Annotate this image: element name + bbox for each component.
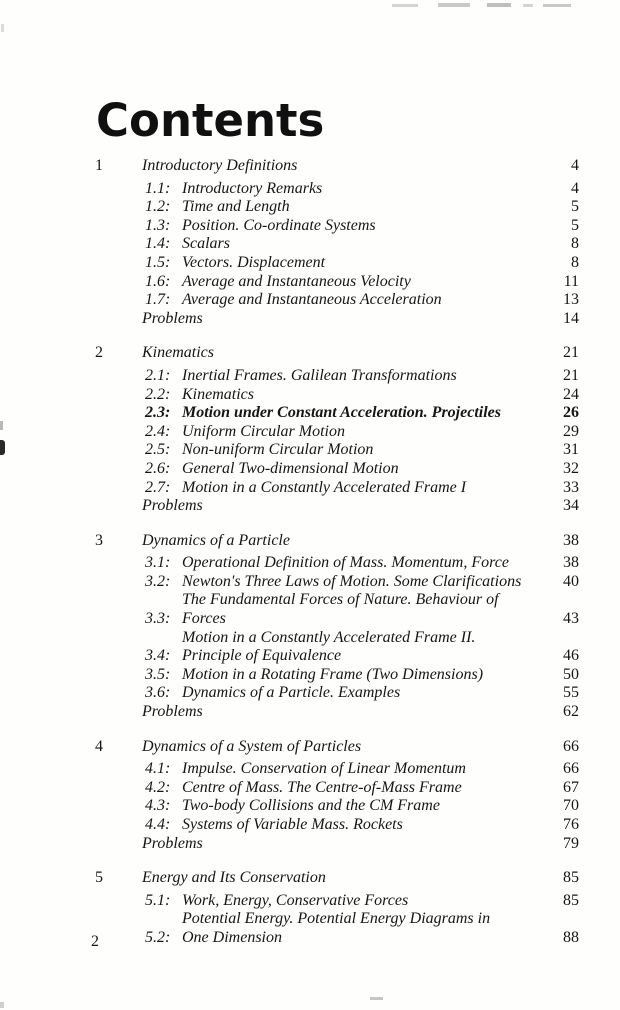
- chapter-page-number: 85: [563, 869, 579, 887]
- item-title-line: Systems of Variable Mass. Rockets: [182, 816, 403, 833]
- page-folio: 2: [91, 933, 99, 950]
- item-page-number: 76: [563, 816, 579, 833]
- item-section-label: 2.6:: [145, 459, 171, 477]
- chapter-row: [95, 344, 579, 363]
- problems-label: Problems: [142, 309, 203, 327]
- item-title: [182, 367, 545, 386]
- item-section-label: 4.4:: [145, 816, 171, 833]
- item-section-label: 1.1:: [145, 179, 171, 197]
- item-page-number: 13: [563, 291, 579, 309]
- toc-item-row: [145, 423, 579, 442]
- item-title-line: Introductory Remarks: [182, 179, 323, 197]
- item-title-line: Centre of Mass. The Centre-of-Mass Frame: [182, 778, 462, 796]
- problems-page-number: 62: [563, 703, 579, 721]
- item-title-line: Dynamics of a Particle. Examples: [182, 684, 401, 702]
- problems-label: Problems: [142, 497, 203, 515]
- toc-item-row: [145, 591, 579, 628]
- problems-page-number: 79: [563, 834, 579, 852]
- item-title-line: Operational Definition of Mass. Momentum, Force: [182, 554, 509, 572]
- item-section-label: 5.1:: [145, 891, 171, 909]
- toc-chapter-items: [145, 554, 579, 703]
- item-page-number: 4: [571, 179, 579, 197]
- scan-artifact-dash: [438, 3, 470, 7]
- chapter-page-number: 66: [563, 737, 579, 755]
- item-title: [182, 180, 545, 199]
- item-title-line: Scalars: [182, 235, 230, 253]
- item-title-line: Motion in a Rotating Frame (Two Dimensions): [182, 665, 484, 683]
- item-page-number: 8: [571, 253, 579, 271]
- toc-item-row: [145, 816, 579, 835]
- scan-artifact-dash: [543, 4, 571, 7]
- item-page-number: 55: [563, 684, 579, 702]
- item-title-line: Non-uniform Circular Motion: [182, 441, 374, 459]
- scan-artifact-dash: [392, 4, 418, 7]
- item-title-line: Forces: [182, 610, 226, 628]
- item-section-label: 1.4:: [145, 235, 171, 253]
- toc-item-row: [145, 779, 579, 798]
- toc-chapter-items: [145, 180, 579, 310]
- item-title: [182, 254, 545, 273]
- item-title: [182, 910, 545, 947]
- item-title: [182, 797, 545, 816]
- problems-row: [142, 497, 579, 516]
- item-page-number: 50: [563, 665, 579, 683]
- toc-item-row: [145, 367, 579, 386]
- item-page-number: 88: [563, 928, 579, 946]
- toc-item-row: [145, 254, 579, 273]
- item-section-label: 1.5:: [145, 253, 171, 271]
- item-title-line: Kinematics: [182, 385, 254, 403]
- toc-item-row: [145, 479, 579, 498]
- toc-chapter-items: [145, 760, 579, 834]
- item-section-label: 3.5:: [145, 665, 171, 683]
- item-title: [182, 441, 545, 460]
- item-title-line: Motion in a Constantly Accelerated Frame I: [182, 478, 467, 496]
- item-title: [182, 404, 545, 423]
- item-title: [182, 291, 545, 310]
- item-title-line: Work, Energy, Conservative Forces: [182, 891, 409, 909]
- toc-item-row: [145, 910, 579, 947]
- item-page-number: 43: [563, 610, 579, 628]
- problems-page-number: 34: [563, 497, 579, 515]
- item-section-label: 2.1:: [145, 366, 171, 384]
- chapter-number: 4: [95, 737, 103, 755]
- item-title: [182, 760, 545, 779]
- chapter-number: 5: [95, 869, 103, 887]
- item-page-number: 67: [563, 778, 579, 796]
- item-title: [182, 554, 545, 573]
- item-title-line: Newton's Three Laws of Motion. Some Clarifications: [182, 572, 522, 590]
- toc-item-row: [145, 291, 579, 310]
- item-section-label: 1.3:: [145, 216, 171, 234]
- toc-item-row: [145, 404, 579, 423]
- item-title: [182, 573, 545, 592]
- toc-item-row: [145, 573, 579, 592]
- toc-item-row: [145, 554, 579, 573]
- chapter-title: Dynamics of a System of Particles: [142, 737, 362, 755]
- item-title: [182, 423, 545, 442]
- chapter-page-number: 38: [563, 531, 579, 549]
- toc-chapter-items: [145, 892, 579, 948]
- toc-item-row: [145, 198, 579, 217]
- item-page-number: 21: [563, 366, 579, 384]
- chapter-page-number: 4: [571, 157, 579, 174]
- item-title-line: Position. Co-ordinate Systems: [182, 216, 376, 234]
- toc-chapter: [95, 157, 579, 328]
- chapter-title: Energy and Its Conservation: [142, 869, 326, 887]
- item-title-line: Motion under Constant Acceleration. Projectiles: [182, 404, 501, 422]
- item-title: [182, 386, 545, 405]
- item-title: [182, 684, 545, 703]
- item-page-number: 24: [563, 385, 579, 403]
- item-page-number: 5: [571, 198, 579, 216]
- item-page-number: 38: [563, 554, 579, 572]
- item-page-number: 66: [563, 760, 579, 778]
- toc-item-row: [145, 892, 579, 911]
- item-section-label: 4.2:: [145, 778, 171, 796]
- chapter-title: Introductory Definitions: [142, 157, 298, 174]
- chapter-number: 3: [95, 531, 103, 549]
- item-section-label: 3.1:: [145, 554, 171, 572]
- item-page-number: 70: [563, 797, 579, 815]
- scan-artifact-speck: [0, 440, 5, 455]
- item-title: [182, 235, 545, 254]
- item-title-line: Potential Energy. Potential Energy Diagrams in: [182, 910, 491, 928]
- toc-list: [95, 157, 579, 948]
- toc-chapter-items: [145, 367, 579, 497]
- chapter-number: 2: [95, 344, 103, 362]
- item-section-label: 3.4:: [145, 647, 171, 665]
- chapter-row: [95, 738, 579, 757]
- item-title: [182, 217, 545, 236]
- toc-item-row: [145, 684, 579, 703]
- toc-item-row: [145, 666, 579, 685]
- toc-item-row: [145, 273, 579, 292]
- item-section-label: 4.1:: [145, 760, 171, 778]
- item-section-label: 3.6:: [145, 684, 171, 702]
- item-page-number: 31: [563, 441, 579, 459]
- toc-item-row: [145, 629, 579, 666]
- problems-label: Problems: [142, 703, 203, 721]
- chapter-row: [95, 869, 579, 888]
- item-title-line: Motion in a Constantly Accelerated Frame II.: [182, 628, 476, 646]
- item-section-label: 4.3:: [145, 797, 171, 815]
- scan-artifact-speck: [1, 24, 4, 32]
- item-section-label: 2.5:: [145, 441, 171, 459]
- toc-chapter: [95, 738, 579, 854]
- problems-row: [142, 835, 579, 854]
- problems-label: Problems: [142, 834, 203, 852]
- item-title-line: Time and Length: [182, 198, 290, 216]
- item-title: [182, 816, 545, 835]
- item-page-number: 33: [563, 478, 579, 496]
- item-title: [182, 460, 545, 479]
- item-title: [182, 591, 545, 628]
- item-page-number: 40: [563, 572, 579, 590]
- problems-page-number: 14: [563, 309, 579, 327]
- toc-item-row: [145, 797, 579, 816]
- chapter-page-number: 21: [563, 344, 579, 362]
- scan-artifact-dash: [523, 4, 533, 7]
- toc-item-row: [145, 217, 579, 236]
- chapter-row: [95, 532, 579, 551]
- chapter-title: Kinematics: [142, 344, 214, 362]
- scan-artifact-speck: [0, 421, 3, 430]
- problems-row: [142, 703, 579, 722]
- item-title-line: Vectors. Displacement: [182, 253, 326, 271]
- chapter-number: 1: [95, 157, 103, 174]
- chapter-row: [95, 157, 579, 176]
- item-title: [182, 273, 545, 292]
- item-title: [182, 479, 545, 498]
- item-title-line: Average and Instantaneous Velocity: [182, 272, 411, 290]
- item-page-number: 5: [571, 216, 579, 234]
- item-title: [182, 779, 545, 798]
- item-title-line: The Fundamental Forces of Nature. Behaviour of: [182, 591, 499, 609]
- toc-item-row: [145, 441, 579, 460]
- toc-item-row: [145, 180, 579, 199]
- toc-chapter: [95, 869, 579, 947]
- item-title-line: General Two-dimensional Motion: [182, 459, 399, 477]
- item-title-line: Principle of Equivalence: [182, 647, 342, 665]
- item-page-number: 26: [563, 404, 579, 422]
- toc-item-row: [145, 235, 579, 254]
- chapter-title: Dynamics of a Particle: [142, 531, 290, 549]
- toc-item-row: [145, 460, 579, 479]
- item-section-label: 2.3:: [145, 404, 171, 422]
- problems-row: [142, 310, 579, 329]
- toc-item-row: [145, 386, 579, 405]
- item-title: [182, 892, 545, 911]
- scan-artifact-dash: [370, 997, 383, 1000]
- item-section-label: 2.2:: [145, 385, 171, 403]
- item-section-label: 1.7:: [145, 291, 171, 309]
- item-section-label: 3.2:: [145, 572, 171, 590]
- item-page-number: 32: [563, 459, 579, 477]
- item-page-number: 8: [571, 235, 579, 253]
- item-section-label: 2.7:: [145, 478, 171, 496]
- item-title-line: One Dimension: [182, 928, 282, 946]
- scan-artifact-dash: [487, 3, 511, 7]
- item-section-label: 2.4:: [145, 422, 171, 440]
- item-page-number: 46: [563, 647, 579, 665]
- item-page-number: 11: [563, 272, 579, 290]
- item-title-line: Impulse. Conservation of Linear Momentum: [182, 760, 466, 778]
- item-title: [182, 666, 545, 685]
- item-page-number: 29: [563, 422, 579, 440]
- item-title-line: Inertial Frames. Galilean Transformations: [182, 366, 457, 384]
- toc-chapter: [95, 532, 579, 722]
- item-section-label: 1.2:: [145, 198, 171, 216]
- toc-item-row: [145, 760, 579, 779]
- item-section-label: 1.6:: [145, 272, 171, 290]
- item-page-number: 85: [563, 891, 579, 909]
- item-title: [182, 629, 545, 666]
- item-title: [182, 198, 545, 217]
- page-title: Contents: [96, 94, 325, 147]
- item-title-line: Average and Instantaneous Acceleration: [182, 291, 442, 309]
- scan-artifact-speck: [0, 1002, 4, 1008]
- item-title-line: Uniform Circular Motion: [182, 422, 345, 440]
- item-section-label: 5.2:: [145, 928, 171, 946]
- item-section-label: 3.3:: [145, 610, 171, 628]
- item-title-line: Two-body Collisions and the CM Frame: [182, 797, 440, 815]
- toc-chapter: [95, 344, 579, 515]
